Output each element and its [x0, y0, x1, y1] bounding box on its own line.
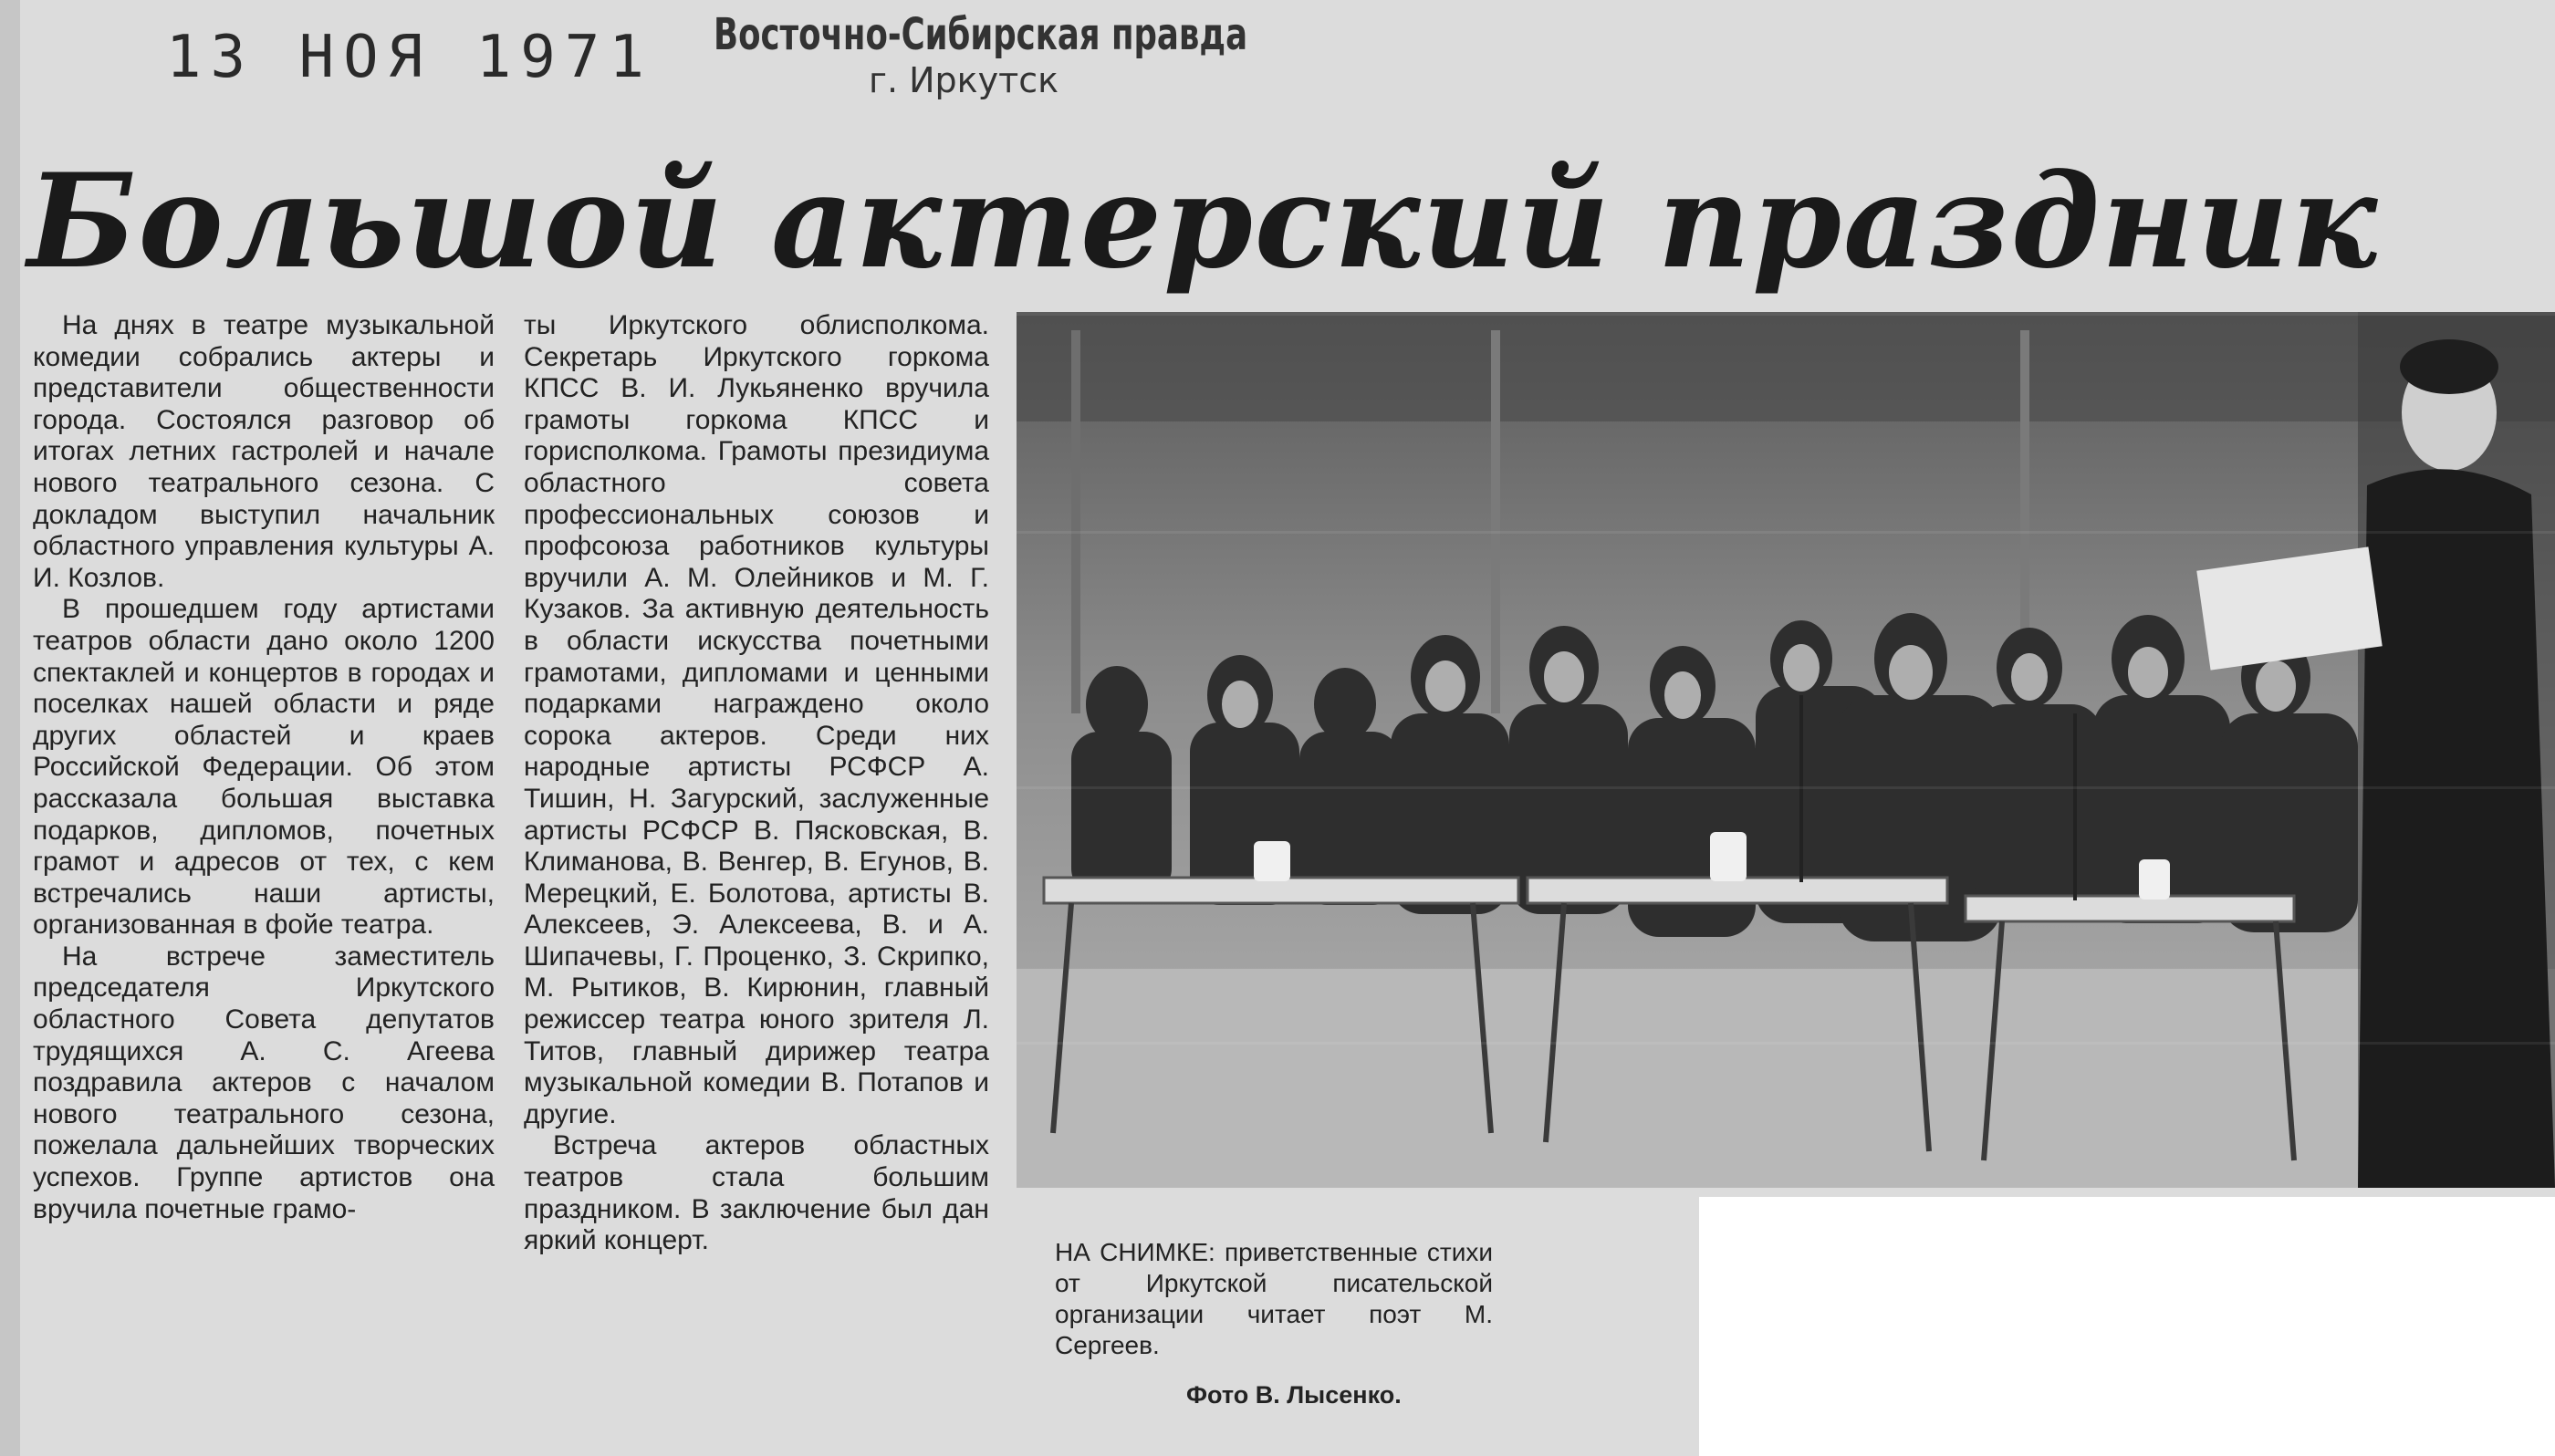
article-title: Большой актерский праздник [27, 146, 2380, 297]
blank-background [1699, 1197, 2555, 1456]
article-column-1 [33, 310, 495, 1225]
photo-credit: Фото В. Лысенко. [1186, 1381, 1402, 1409]
photo-caption: НА СНИМКЕ: приветственные стихи от Иркутской писательской организации читает поэт М. Сергеев. [1055, 1238, 1493, 1359]
paragraph: Встреча актеров областных театров стала большим праздником. В заключение был дан яркий концерт. [524, 1130, 989, 1256]
news-photo [1017, 312, 2555, 1188]
clipping-edge [0, 0, 20, 1456]
newspaper-city: г. Иркутск [869, 60, 1059, 100]
paragraph: На встрече заместитель председателя Иркутского областного Совета депутатов трудящихся А. С. Агеева поздравила актеров с началом нового театрального сезона, пожелала дальнейших творческих успехов. Группе артистов она вручила почетные грамо- [33, 941, 495, 1224]
paragraph: ты Иркутского облисполкома. Секретарь Иркутского горкома КПСС В. И. Лукьяненко вручила грамоты горкома КПСС и горисполкома. Грамоты президиума областного совета профессиональных союзов и профсоюза работников культуры вручили А. М. Олейников и М. Г. Кузаков. За активную деятельность в области искусства почетными грамотами, дипломами и ценными подарками награждено около сорока актеров. Среди них народные артисты РСФСР А. Тишин, Н. Загурский, заслуженные артисты РСФСР В. Пясковская, В. Климанова, В. Венгер, В. Егунов, В. Мерецкий, Е. Болотова, артисты В. Алексеев, Э. Алексеева, В. и А. Шипачевы, Г. Проценко, З. Скрипко, М. Рытиков, В. Кирюнин, главный режиссер театра юного зрителя Л. Титов, главный дирижер театра музыкальной комедии В. Потапов и другие. [524, 310, 989, 1129]
paragraph: В прошедшем году артистами театров области дано около 1200 спектаклей и концертов в городах и поселках нашей области и ряде других областей и краев Российской Федерации. Об этом рассказала большая выставка подарков, дипломов, почетных грамот и адресов от тех, с кем встречались наши артисты, организованная в фойе театра. [33, 594, 495, 941]
newspaper-name: Восточно-Сибирская правда [714, 9, 1248, 60]
article-column-2 [524, 310, 989, 1257]
paragraph: На днях в театре музыкальной комедии собрались актеры и представители общественности города. Состоялся разговор об итогах летних гастролей и начале нового театрального сезона. С докладом выступил начальник областного управления культуры А. И. Козлов. [33, 310, 495, 593]
date-stamp: 13 НОЯ 1971 [166, 24, 653, 91]
